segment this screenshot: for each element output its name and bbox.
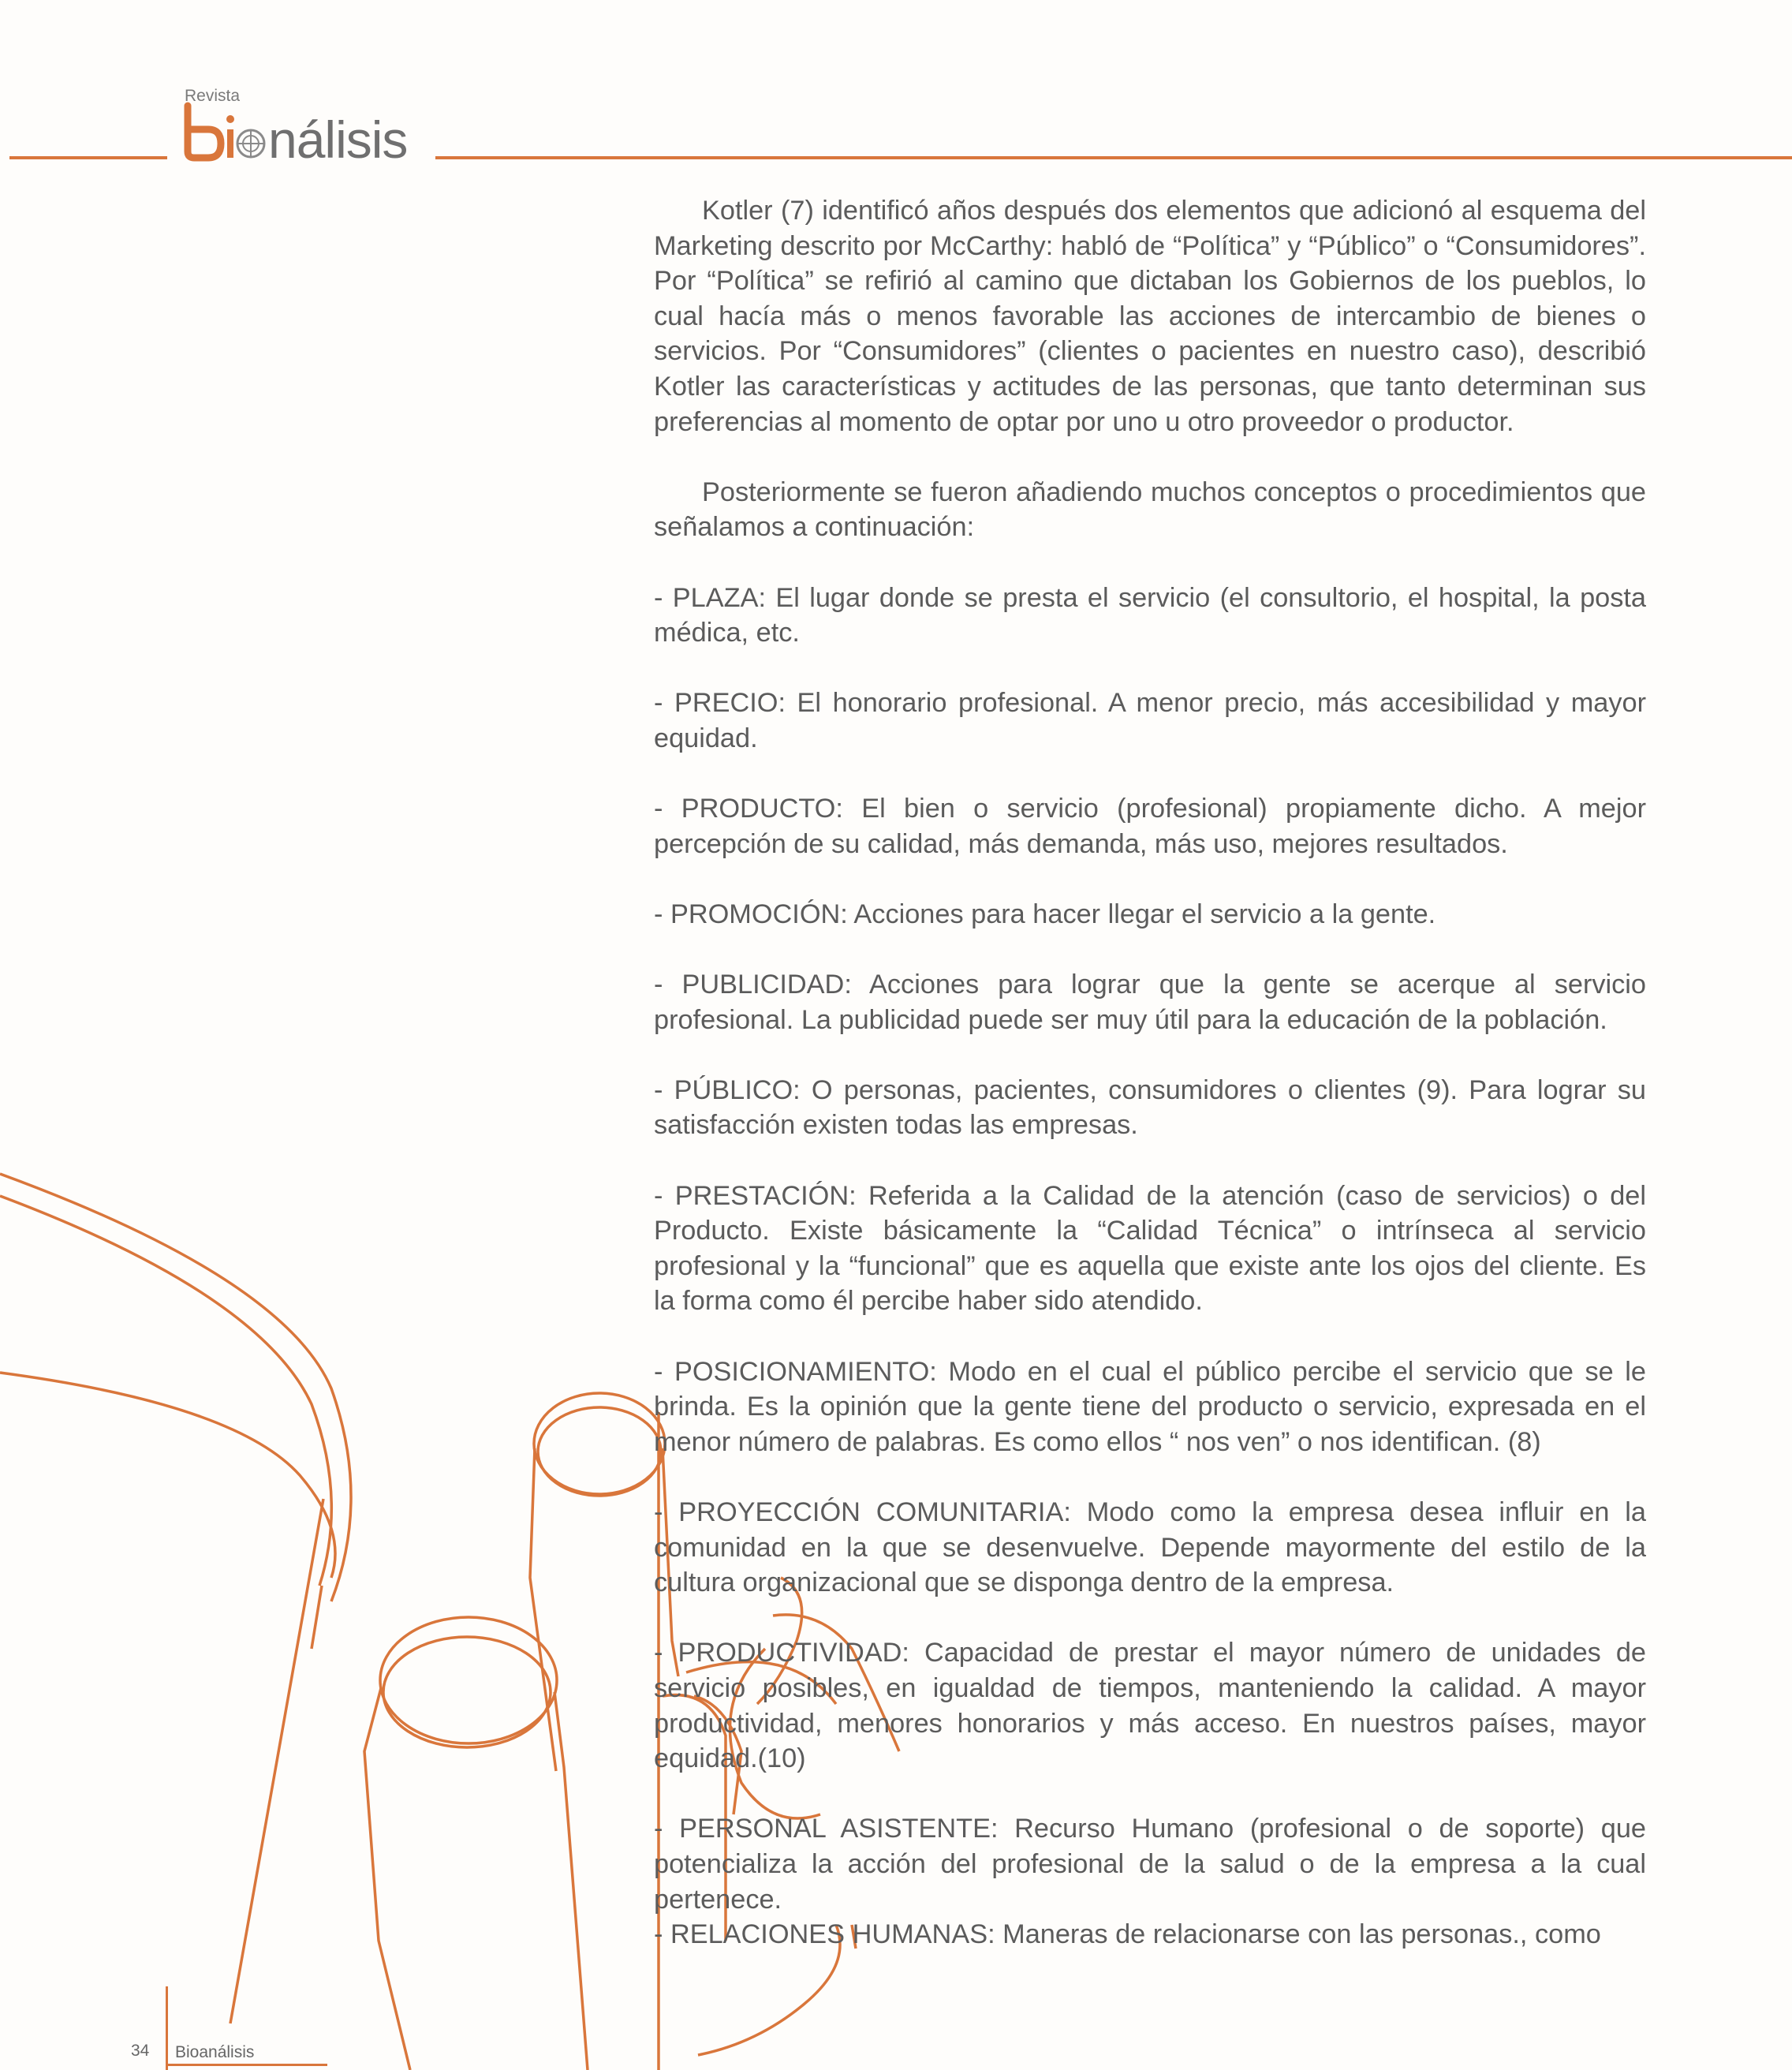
list-item-productividad: - PRODUCTIVIDAD: Capacidad de prestar el mayor número de unidades de servicio posibles, en igualdad de tiempos, manteniendo la calidad. A mayor productividad, menores honorarios y más acceso. En nuestros países, mayor equidad.(10) [654,1638,1646,1774]
list-item-plaza: - PLAZA: El lugar donde se presta el servicio (el consultorio, el hospital, la posta médica, etc. [654,582,1646,648]
paragraph-kotler: Kotler (7) identificó años después dos elementos que adicionó al esquema del Marketing descrito por McCarthy: habló de “Política” y “Público” o “Consumidores”. Por “Política” se refirió al camino que dictaban los Gobiernos de los pueblos, lo cual hacía más o menos favorable las acciones de intercambio de bienes o servicios. Por “Consumidores” (clientes o pacientes en nuestro caso), describió Kotler las características y actitudes de las personas, que tanto determinan sus preferencias al momento de optar por uno u otro proveedor o productor. [654,196,1646,437]
list-item-proyeccion-comunitaria: - PROYECCIÓN COMUNITARIA: Modo como la empresa desea influir en la comunidad en la que se desenvuelve. Depende mayormente del estilo de la cultura organizacional que se disponga dentro de la empresa. [654,1496,1646,1598]
list-item-personal-asistente: - PERSONAL ASISTENTE: Recurso Humano (profesional o de soporte) que potencializa la acción del profesional de la salud o de la empresa a la cual pertenece. [654,1814,1646,1915]
footer-journal-name: Bioanálisis [175,2043,255,2061]
list-item-publico: - PÚBLICO: O personas, pacientes, consumidores o clientes (9). Para lograr su satisfacción existen todas las empresas. [654,1074,1646,1141]
footer-rule-horizontal [166,2064,327,2066]
list-item-producto: - PRODUCTO: El bien o servicio (profesional) propiamente dicho. A mejor percepción de su calidad, más demanda, más uso, mejores resultados. [654,794,1646,859]
list-item-posicionamiento: - POSICIONAMIENTO: Modo en el cual el público percibe el servicio que se le brinda. Es la opinión que la gente tiene del producto o servicio, expresada en el menor número de palabras. Es como ellos “ nos ven” o nos identifican. (8) [654,1356,1646,1457]
page-number: 34 [131,2042,150,2060]
article-body [654,193,1646,1952]
list-item-publicidad: - PUBLICIDAD: Acciones para lograr que la gente se acerque al servicio profesional. La publicidad puede ser muy útil para la educación de la población. [654,970,1646,1035]
list-item-promocion: - PROMOCIÓN: Acciones para hacer llegar el servicio a la gente. [654,899,1436,929]
list-item-prestacion: - PRESTACIÓN: Referida a la Calidad de la atención (caso de servicios) o del Producto. Existe básicamente la “Calidad Técnica” o intrínseca al servicio profesional y la “funcional” que es aquella que existe ante los ojos del cliente. Es la forma como él percibe haber sido atendido. [654,1180,1646,1317]
svg-text:nálisis: nálisis [268,110,408,166]
list-item-precio: - PRECIO: El honorario profesional. A menor precio, más accesibilidad y mayor equidad. [654,688,1646,753]
footer-rule-vertical [166,1986,168,2070]
paragraph-intro-list: Posteriormente se fueron añadiendo muchos conceptos o procedimientos que señalamos a continuación: [654,476,1646,543]
logo-revista-label: Revista [185,87,241,105]
list-item-relaciones-humanas: - RELACIONES HUMANAS: Maneras de relacionarse con las personas., como [654,1919,1601,1950]
